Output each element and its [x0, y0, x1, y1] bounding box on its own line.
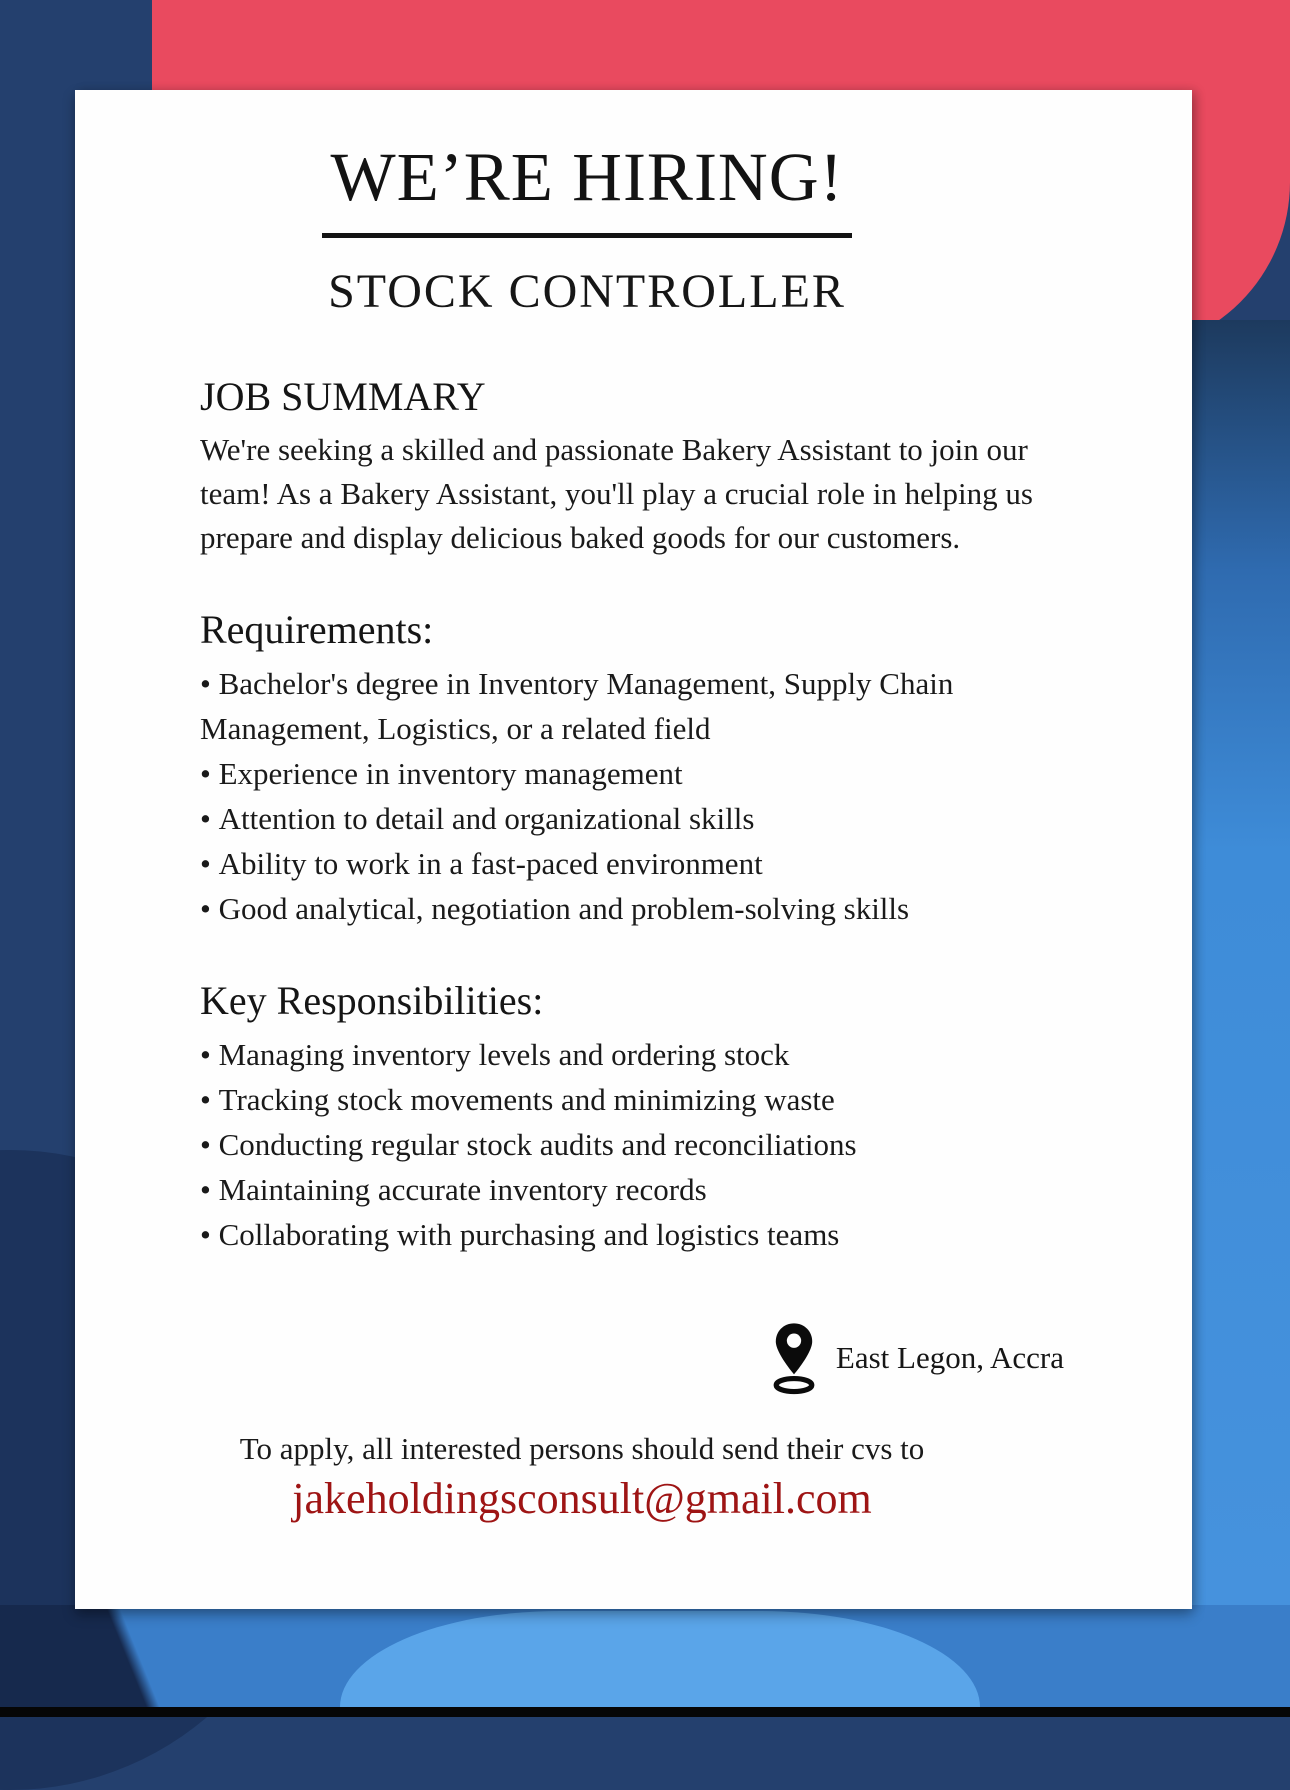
- responsibilities-list: [200, 1032, 1034, 1257]
- flyer-card: [75, 90, 1192, 1609]
- requirements-heading: Requirements:: [200, 607, 434, 652]
- list-item: • Managing inventory levels and ordering stock: [200, 1032, 1034, 1077]
- list-item: • Collaborating with purchasing and logistics teams: [200, 1212, 1034, 1257]
- responsibilities-heading: Key Responsibilities:: [200, 978, 544, 1023]
- background-blue-right-shape: [1180, 320, 1290, 1717]
- list-item: • Bachelor's degree in Inventory Management, Supply Chain Management, Logistics, or a related field: [200, 661, 1034, 751]
- location-pin-icon: [768, 1321, 820, 1395]
- subheadline: STOCK CONTROLLER: [328, 265, 846, 318]
- apply-instructions: To apply, all interested persons should send their cvs to: [239, 1431, 925, 1466]
- list-item: • Good analytical, negotiation and problem-solving skills: [200, 886, 1034, 931]
- list-item: • Maintaining accurate inventory records: [200, 1167, 1034, 1212]
- apply-email[interactable]: jakeholdingsconsult@gmail.com: [292, 1474, 872, 1523]
- background-bottom-black-bar: [0, 1707, 1290, 1717]
- job-summary-body: We're seeking a skilled and passionate Bakery Assistant to join our team! As a Bakery Assistant, you'll play a crucial role in helping us prepare and display delicious baked goods for our customers.: [200, 432, 1033, 555]
- list-item: • Ability to work in a fast-paced environment: [200, 841, 1034, 886]
- headline-wrap: [200, 138, 974, 238]
- location-row: [200, 1319, 1064, 1397]
- location-label: East Legon, Accra: [835, 1340, 1064, 1375]
- list-item: • Experience in inventory management: [200, 751, 1034, 796]
- headline: WE’RE HIRING!: [322, 138, 851, 238]
- requirements-list: [200, 661, 1034, 931]
- list-item: • Attention to detail and organizational skills: [200, 796, 1034, 841]
- flyer-content: [200, 138, 1064, 1524]
- list-item: • Tracking stock movements and minimizing waste: [200, 1077, 1034, 1122]
- job-summary-heading: JOB SUMMARY: [200, 374, 486, 419]
- list-item: • Conducting regular stock audits and reconciliations: [200, 1122, 1034, 1167]
